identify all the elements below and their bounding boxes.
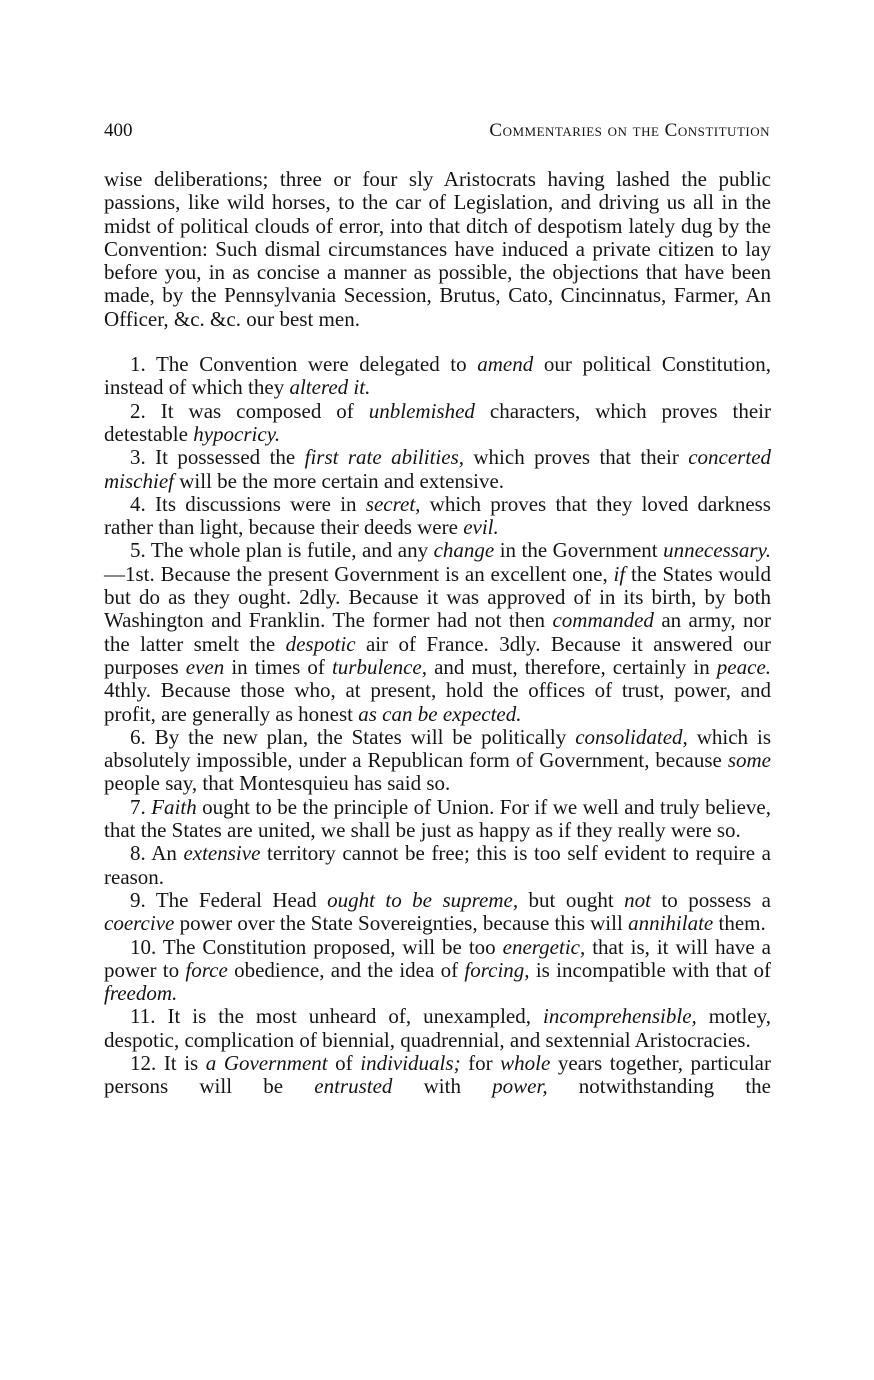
item-text: but ought bbox=[518, 887, 625, 912]
item-text: of bbox=[327, 1050, 361, 1075]
item-text: air of France. 3dly. Because it answered our purposes bbox=[104, 631, 771, 679]
item-text: people say, that Montesquieu has said so. bbox=[104, 771, 451, 796]
item-number: 4. bbox=[130, 491, 155, 516]
item-text: An bbox=[151, 841, 184, 866]
objection-item bbox=[104, 889, 771, 936]
emphasis-text: force bbox=[185, 957, 228, 982]
objection-item bbox=[104, 1052, 771, 1099]
emphasis-text: a Government bbox=[205, 1050, 328, 1075]
emphasis-text: hypocricy. bbox=[193, 421, 281, 446]
numbered-objections bbox=[104, 353, 771, 1099]
emphasis-text: unnecessary. bbox=[663, 538, 772, 563]
objection-item bbox=[104, 936, 771, 1006]
emphasis-text: ought to be supreme, bbox=[327, 887, 519, 912]
emphasis-text: forcing, bbox=[464, 957, 530, 982]
item-text: 4thly. Because those who, at present, hold the offices of trust, power, and profit, are generally as honest bbox=[104, 678, 771, 726]
emphasis-text: unblemished bbox=[368, 398, 475, 423]
emphasis-text: concerted mischief bbox=[104, 445, 772, 493]
item-text: It was composed of bbox=[160, 398, 369, 423]
item-number: 8. bbox=[130, 841, 152, 866]
item-text: to possess a bbox=[650, 887, 771, 912]
item-text: years together, particular persons will be bbox=[104, 1050, 771, 1099]
emphasis-text: some bbox=[727, 748, 771, 773]
item-text: power over the State Sovereignties, because this will bbox=[174, 911, 629, 936]
item-text: in the Government bbox=[494, 538, 664, 563]
item-text: which is absolutely impossible, under a Republican form of Government, because bbox=[104, 724, 772, 773]
item-text: The Convention were delegated to bbox=[155, 352, 478, 377]
objection-item bbox=[104, 400, 771, 447]
item-text: an army, nor the latter smelt the bbox=[104, 608, 771, 656]
item-text: motley, despotic, complication of biennial, quadrennial, and sextennial Aristocracies. bbox=[104, 1004, 771, 1052]
item-text: which proves that their bbox=[464, 445, 689, 470]
emphasis-text: as can be expected. bbox=[358, 701, 522, 726]
running-head bbox=[104, 120, 770, 142]
emphasis-text: if bbox=[613, 561, 626, 586]
page-number: 400 bbox=[104, 120, 133, 141]
objection-item bbox=[104, 726, 771, 796]
emphasis-text: amend bbox=[477, 352, 534, 377]
emphasis-text: not bbox=[624, 887, 651, 912]
emphasis-text: incomprehensible, bbox=[543, 1004, 697, 1029]
emphasis-text: despotic bbox=[285, 631, 356, 656]
emphasis-text: commanded bbox=[552, 608, 654, 633]
item-number: 10. bbox=[130, 934, 163, 959]
item-text: It is bbox=[163, 1050, 206, 1075]
item-text: By the new plan, the States will be politically bbox=[154, 724, 576, 749]
emphasis-text: entrusted bbox=[314, 1074, 393, 1099]
item-text: The Constitution proposed, will be too bbox=[162, 934, 503, 959]
item-text: that is, it will have a power to bbox=[104, 934, 772, 982]
objection-item bbox=[104, 842, 771, 889]
emphasis-text: energetic, bbox=[502, 934, 586, 959]
item-number: 2. bbox=[130, 398, 161, 423]
item-text: Its discussions were in bbox=[155, 491, 366, 516]
item-text: the States would but do as they ought. 2dly. Because it was approved of in its birth, by both Washington and Franklin. The former had not then bbox=[104, 561, 771, 633]
objection-item bbox=[104, 1005, 771, 1052]
objection-item bbox=[104, 796, 771, 843]
item-text: in times of bbox=[224, 654, 332, 679]
item-text: obedience, and the idea of bbox=[227, 957, 465, 982]
body-text bbox=[104, 168, 771, 1099]
emphasis-text: power, bbox=[492, 1074, 548, 1099]
item-text: which proves that they loved darkness rather than light, because their deeds were bbox=[104, 491, 771, 540]
emphasis-text: altered it. bbox=[289, 375, 371, 400]
item-text: and must, therefore, certainly in bbox=[427, 654, 717, 679]
emphasis-text: individuals; bbox=[360, 1050, 461, 1075]
item-number: 5. bbox=[130, 538, 151, 563]
item-number: 11. bbox=[130, 1004, 168, 1029]
running-title: Commentaries on the Constitution bbox=[489, 120, 770, 141]
item-number: 12. bbox=[130, 1050, 164, 1075]
item-number: 3. bbox=[130, 445, 156, 470]
item-text: It is the most unheard of, unexampled, bbox=[167, 1004, 543, 1029]
emphasis-text: extensive bbox=[183, 841, 261, 866]
objection-item bbox=[104, 493, 771, 540]
emphasis-text: even bbox=[185, 654, 225, 679]
item-text: territory cannot be free; this is too self evident to require a reason. bbox=[104, 841, 771, 889]
objection-item bbox=[104, 539, 771, 725]
item-text: for bbox=[460, 1050, 501, 1075]
item-text: with bbox=[392, 1074, 493, 1099]
emphasis-text: first rate abilities, bbox=[304, 445, 464, 470]
item-text: The Federal Head bbox=[155, 887, 328, 912]
item-number: 6. bbox=[130, 724, 155, 749]
emphasis-text: consolidated, bbox=[575, 724, 688, 749]
item-text: will be the more certain and extensive. bbox=[173, 468, 505, 493]
emphasis-text: freedom. bbox=[104, 981, 178, 1006]
item-text: characters, which proves their detestable bbox=[104, 398, 771, 446]
objection-item bbox=[104, 353, 771, 400]
item-text: is incompatible with that of bbox=[529, 957, 771, 982]
emphasis-text: annihilate bbox=[628, 911, 714, 936]
emphasis-text: change bbox=[433, 538, 495, 563]
emphasis-text: evil. bbox=[463, 515, 499, 540]
item-text: The whole plan is futile, and any bbox=[150, 538, 434, 563]
item-text: —1st. Because the present Government is an excellent one, bbox=[104, 561, 614, 586]
emphasis-text: whole bbox=[500, 1050, 551, 1075]
emphasis-text: peace. bbox=[716, 654, 772, 679]
item-text: notwithstanding the bbox=[547, 1074, 771, 1099]
emphasis-text: secret, bbox=[365, 491, 421, 516]
item-text: ought to be the principle of Union. For if we well and truly believe, that the States are united, we shall be just as happy as if they really were so. bbox=[104, 794, 771, 843]
item-text: them. bbox=[713, 911, 766, 936]
item-number: 1. bbox=[130, 352, 156, 377]
item-text: our political Constitution, instead of which they bbox=[104, 352, 771, 400]
opening-paragraph: wise deliberations; three or four sly Aristocrats having lashed the public passions, like wild horses, to the car of Legislation, and driving us all in the midst of political clouds of error, into that ditch of despotism lately dug by the Convention: Such dismal circumstances have induced a private citizen to lay before you, in as concise a manner as possible, the objections that have been made, by the Pennsylvania Secession, Brutus, Cato, Cincinnatus, Farmer, An Officer, &c. &c. our best men. bbox=[104, 167, 771, 331]
item-text: It possessed the bbox=[155, 445, 305, 470]
emphasis-text: Faith bbox=[151, 794, 197, 819]
item-number: 7. bbox=[130, 794, 152, 819]
objection-item bbox=[104, 446, 771, 493]
item-number: 9. bbox=[130, 887, 156, 912]
emphasis-text: turbulence, bbox=[331, 654, 427, 679]
emphasis-text: coercive bbox=[104, 911, 175, 936]
